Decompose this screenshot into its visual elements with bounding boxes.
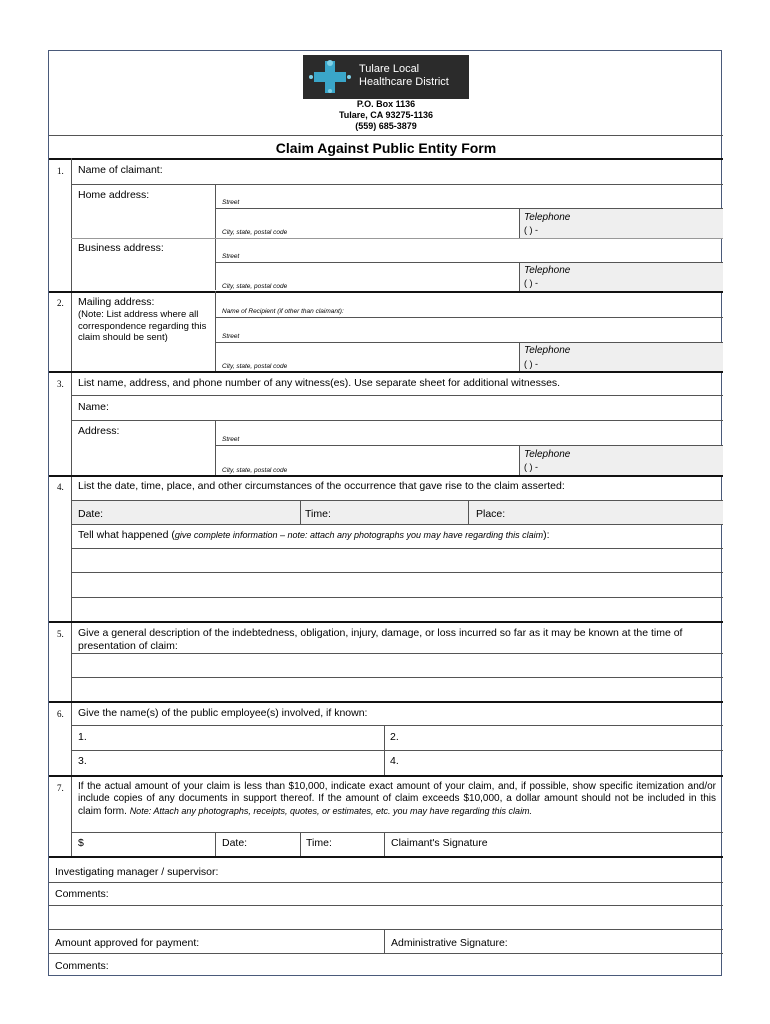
- witness-instruction: List name, address, and phone number of any witness(es). Use separate sheet for additional witnesses.: [78, 377, 561, 389]
- claim-date-label: Date:: [222, 837, 248, 849]
- section-number-6: 6.: [57, 709, 64, 719]
- divider: [71, 677, 723, 678]
- witness-name-label: Name:: [78, 401, 109, 413]
- divider: [300, 500, 301, 524]
- divider: [49, 701, 723, 703]
- witness-address-label: Address:: [78, 425, 120, 437]
- section-number-7: 7.: [57, 783, 64, 793]
- divider: [215, 420, 216, 475]
- divider: [71, 238, 723, 239]
- divider: [49, 856, 723, 858]
- claim-form-page: [48, 50, 722, 976]
- district-logo: [303, 55, 469, 99]
- divider: [49, 929, 723, 930]
- divider: [49, 882, 723, 883]
- date-time-place-row: [72, 501, 723, 524]
- divider: [49, 953, 723, 954]
- divider: [519, 262, 520, 291]
- divider: [71, 750, 723, 751]
- divider: [71, 548, 723, 549]
- mailing-city-label: City, state, postal code: [222, 363, 288, 370]
- occurrence-instruction: List the date, time, place, and other circumstances of the occurrence that gave rise to the claim asserted:: [78, 480, 565, 492]
- occurrence-date-label: Date:: [78, 508, 104, 520]
- administrative-signature-label: Administrative Signature:: [391, 937, 508, 949]
- dollar-label: $: [78, 837, 84, 849]
- comments-label: Comments:: [55, 888, 109, 900]
- section-number-2: 2.: [57, 298, 64, 308]
- divider: [49, 371, 723, 373]
- divider: [71, 597, 723, 598]
- section-number-5: 5.: [57, 629, 64, 639]
- investigating-manager-label: Investigating manager / supervisor:: [55, 866, 219, 878]
- divider: [49, 135, 723, 136]
- divider: [49, 475, 723, 477]
- home-street-label: Street: [222, 199, 240, 206]
- divider: [519, 208, 520, 238]
- divider: [49, 158, 723, 160]
- divider: [71, 184, 723, 185]
- business-city-label: City, state, postal code: [222, 283, 288, 290]
- mailing-note: (Note: List address where all correspondence regarding this claim should be sent): [78, 309, 207, 343]
- telephone-label: Telephone: [524, 345, 571, 356]
- divider: [215, 832, 216, 856]
- city-line: Tulare, CA 93275-1136: [338, 110, 434, 120]
- comments-label-2: Comments:: [55, 960, 109, 972]
- phone-mask: ( ) -: [524, 462, 538, 472]
- divider: [71, 524, 723, 525]
- tell-what-happened-label: Tell what happened (give complete information – note: attach any photographs you may have regarding this claim):: [78, 529, 550, 541]
- divider: [49, 775, 723, 777]
- telephone-label: Telephone: [524, 265, 571, 276]
- phone-mask: ( ) -: [524, 359, 538, 369]
- employee-1: 1.: [78, 731, 87, 743]
- home-address-label: Home address:: [78, 189, 150, 201]
- phone-mask: ( ) -: [524, 278, 538, 288]
- telephone-label: Telephone: [524, 212, 571, 223]
- mailing-street-label: Street: [222, 333, 240, 340]
- divider: [49, 905, 723, 906]
- divider: [215, 184, 216, 290]
- claim-time-label: Time:: [306, 837, 332, 849]
- logo-text: Tulare Local Healthcare District: [359, 63, 449, 88]
- employee-instruction: Give the name(s) of the public employee(s) involved, if known:: [78, 707, 368, 719]
- section-number-1: 1.: [57, 166, 64, 176]
- divider: [71, 653, 723, 654]
- witness-city-label: City, state, postal code: [222, 467, 288, 474]
- divider: [71, 725, 723, 726]
- divider: [384, 832, 385, 856]
- occurrence-place-label: Place:: [476, 508, 506, 520]
- divider: [519, 342, 520, 371]
- claimant-signature-label: Claimant's Signature: [391, 837, 488, 849]
- claim-amount-instruction: If the actual amount of your claim is less than $10,000, indicate exact amount of your claim, and, if possible, show specific itemization and/or include copies of any documents in support thereof. If the amount of claim exceeds $10,000, a dollar amount should not be included in this claim form. Note: Attach any photographs, receipts, quotes, or estimates, etc. you may have regarding this claim.: [78, 781, 716, 817]
- po-box: P.O. Box 1136: [356, 99, 416, 109]
- home-city-label: City, state, postal code: [222, 229, 288, 236]
- divider: [49, 621, 723, 623]
- claimant-name-label: Name of claimant:: [78, 164, 163, 176]
- phone: (559) 685-3879: [355, 121, 417, 131]
- divider: [49, 291, 723, 293]
- employee-4: 4.: [390, 755, 399, 767]
- loss-description-instruction: Give a general description of the indebtedness, obligation, injury, damage, or loss incurred so far as it may be known at the time of presentation of claim:: [78, 627, 683, 652]
- section-number-4: 4.: [57, 482, 64, 492]
- divider: [300, 832, 301, 856]
- employee-2: 2.: [390, 731, 399, 743]
- divider: [215, 317, 723, 318]
- occurrence-time-label: Time:: [305, 508, 331, 520]
- employee-3: 3.: [78, 755, 87, 767]
- divider: [384, 929, 385, 953]
- phone-mask: ( ) -: [524, 225, 538, 235]
- section-number-3: 3.: [57, 379, 64, 389]
- business-address-label: Business address:: [78, 242, 164, 254]
- mailing-address-label: Mailing address:: [78, 296, 155, 308]
- business-street-label: Street: [222, 253, 240, 260]
- telephone-label: Telephone: [524, 449, 571, 460]
- form-title: Claim Against Public Entity Form: [275, 140, 497, 156]
- recipient-label: Name of Recipient (if other than claimant):: [222, 308, 344, 315]
- divider: [71, 832, 723, 833]
- medical-cross-icon: [309, 59, 353, 95]
- amount-approved-label: Amount approved for payment:: [55, 937, 200, 949]
- divider: [215, 291, 216, 371]
- witness-street-label: Street: [222, 436, 240, 443]
- divider: [71, 395, 723, 396]
- divider: [468, 500, 469, 524]
- divider: [71, 572, 723, 573]
- divider: [519, 445, 520, 475]
- divider: [71, 420, 723, 421]
